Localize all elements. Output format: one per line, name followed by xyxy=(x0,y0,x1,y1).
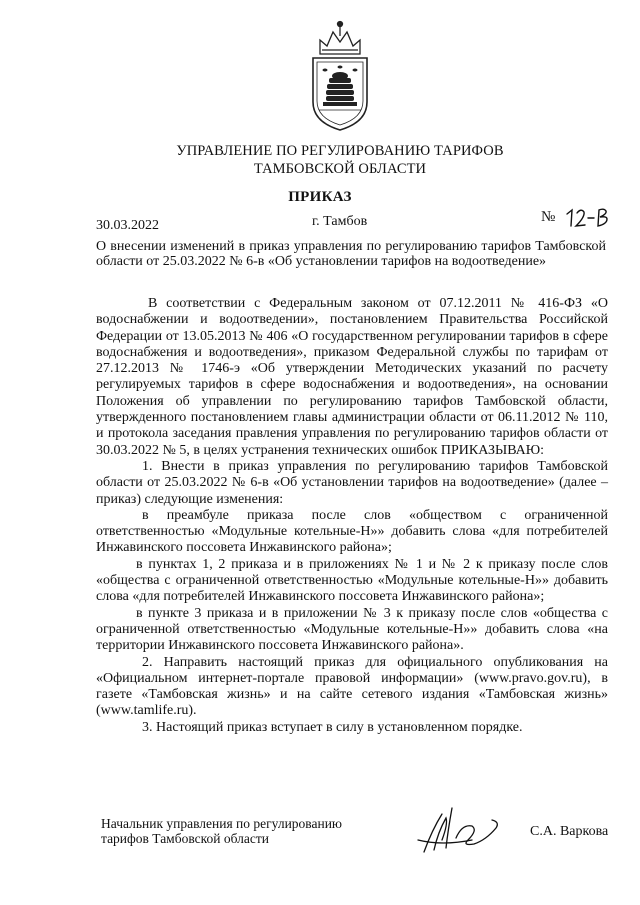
clause-2: 2. Направить настоящий приказ для официального опубликования на «Официальном интернет-портале правовой информации» (www.pravo.gov.ru), в газете «Тамбовская жизнь» и на сайте сетевого издания «Тамбовская жизнь» (www.tamlife.ru). xyxy=(96,654,608,719)
document-date: 30.03.2022 xyxy=(96,218,159,233)
signer-title xyxy=(101,816,401,846)
handwritten-number-icon xyxy=(563,200,623,230)
signer-title-line-1: Начальник управления по регулированию xyxy=(101,816,343,831)
clause-1-amendment-item-3: в пункте 3 приказа и в приложении № 3 к приказу после слов «общества с ограниченной ответственностью «Модульные котельные-Н»» добавить слова «на территории Инжавинского поссовета Инжавинского района». xyxy=(96,605,608,654)
document-subject: О внесении изменений в приказ управления по регулированию тарифов Тамбовской области от 25.03.2022 № 6-в «Об установлении тарифов на водоотведение» xyxy=(96,239,606,269)
handwritten-signature-icon xyxy=(412,800,507,860)
signer-title-line-2: тарифов Тамбовской области xyxy=(101,831,269,846)
organization-line-1: УПРАВЛЕНИЕ ПО РЕГУЛИРОВАНИЮ ТАРИФОВ xyxy=(176,143,504,159)
organization-line-2: ТАМБОВСКОЙ ОБЛАСТИ xyxy=(253,161,427,177)
document-body xyxy=(96,296,608,736)
preamble-paragraph: В соответствии с Федеральным законом от 07.12.2011 № 416-ФЗ «О водоснабжении и водоотведении», постановлением Правительства Российской Федерации от 13.05.2013 № 406 «О государственном регулировании тарифов в сфере водоснабжения и водоотведения», приказом Федеральной службы по тарифам от 27.12.2013 № 1746-э «Об утверждении Методических указаний по расчету регулируемых тарифов в сфере водоснабжения и водоотведения», на основании Положения об управлении по регулированию тарифов Тамбовской области, утвержденного постановлением главы администрации области от 06.11.2012 № 110, и протокола заседания правления управления по регулированию тарифов области от 30.03.2022 № 5, в целях устранения технических ошибок ПРИКАЗЫВАЮ: xyxy=(96,296,608,458)
document-type: ПРИКАЗ xyxy=(288,189,352,205)
document-city: г. Тамбов xyxy=(312,214,368,229)
number-sign: № xyxy=(541,209,556,225)
clause-1-amendment-preamble: в преамбуле приказа после слов «обществом с ограниченной ответственностью «Модульные котельные-Н»» добавить слова «для потребителей Инжавинского поссовета Инжавинского района»; xyxy=(96,507,608,556)
clause-1-amendment-items-1-2: в пунктах 1, 2 приказа и в приложениях № 1 и № 2 к приказу после слов «общества с ограниченной ответственностью «Модульные котельные-Н»» добавить слова «для потребителей Инжавинского поссовета Инжавинского района»; xyxy=(96,556,608,605)
organization-name xyxy=(160,142,520,178)
clause-3: 3. Настоящий приказ вступает в силу в установленном порядке. xyxy=(142,719,523,735)
coat-of-arms-icon xyxy=(305,14,375,134)
clause-1: 1. Внести в приказ управления по регулированию тарифов Тамбовской области от 25.03.2022 № 6-в «Об установлении тарифов на водоотведение» (далее – приказ) следующие изменения: xyxy=(96,458,608,507)
signer-name: С.А. Варкова xyxy=(530,824,609,839)
